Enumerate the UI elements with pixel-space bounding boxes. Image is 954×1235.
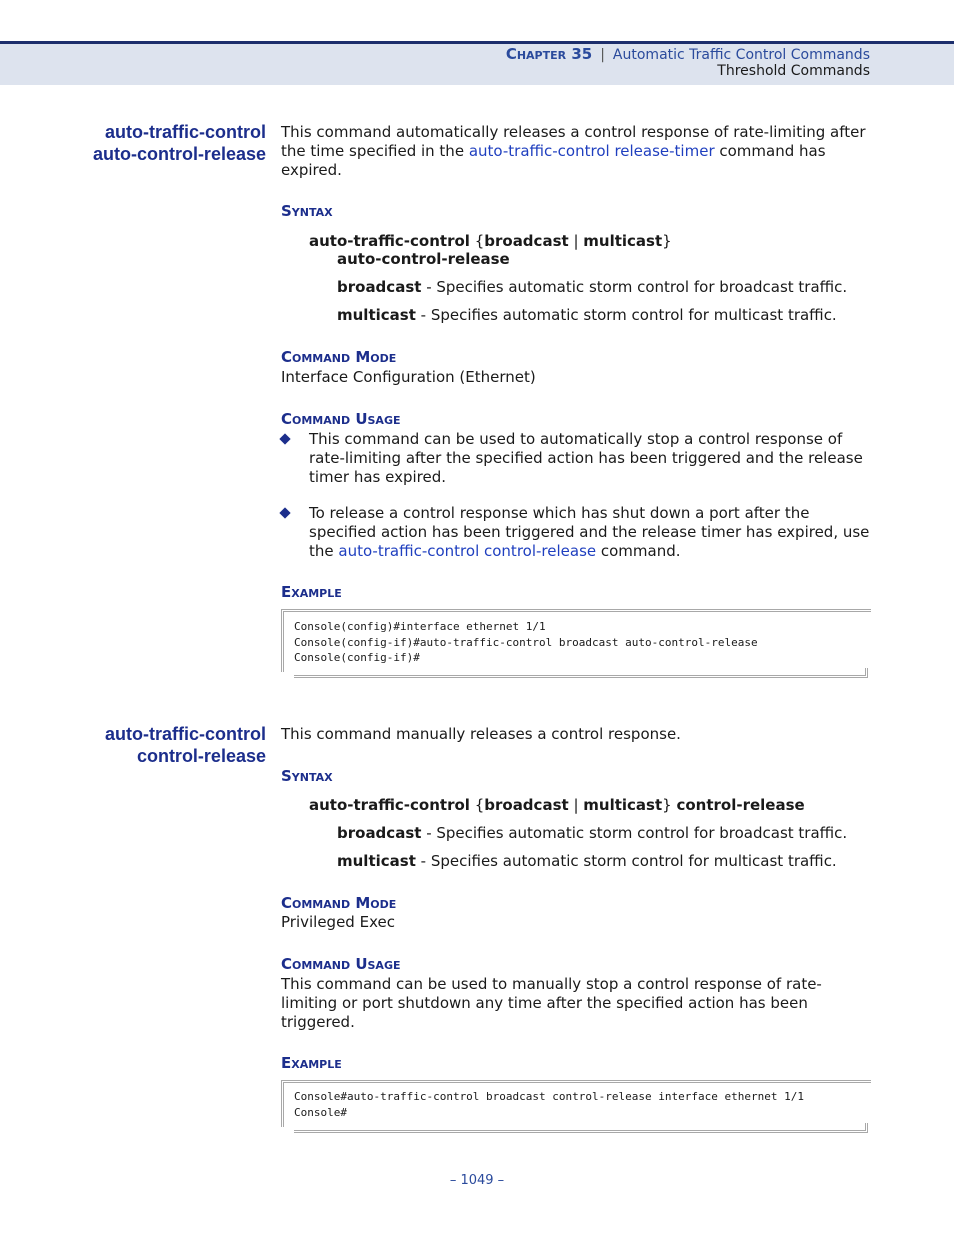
bullet2-text: To release a control response which has shut down a port after the specified action has been triggered and the release timer has expired, use the — [309, 504, 870, 560]
section1-mode-text: Interface Configuration (Ethernet) — [281, 368, 536, 386]
section2-intro: This command manually releases a control response. — [281, 725, 681, 743]
section1-syntax — [309, 232, 672, 250]
syntax-option-multicast: multicast — [583, 232, 663, 250]
syntax-pipe: | — [568, 232, 584, 250]
section1-code-frame-bottom — [294, 668, 868, 678]
running-header-section: Threshold Commands — [717, 63, 870, 79]
param-name: multicast — [337, 306, 416, 324]
header-separator: | — [600, 47, 605, 63]
section1-example-heading: Example — [281, 583, 342, 601]
syntax-option-multicast: multicast — [583, 796, 663, 814]
section1-intro-tail: command has expired. — [281, 142, 826, 179]
section2-example-heading: Example — [281, 1054, 342, 1072]
section2-code-frame-bottom — [294, 1123, 868, 1133]
section2-title-line2: control-release — [136, 746, 266, 766]
param-name: broadcast — [337, 824, 422, 842]
section2-title — [26, 723, 266, 767]
section1-title-line1: auto-traffic-control — [105, 122, 266, 142]
syntax-command-2: auto-control-release — [337, 250, 510, 268]
page-number: – 1049 – — [449, 1173, 505, 1188]
syntax-brace-close: } — [662, 796, 677, 814]
section2-usage-text: This command can be used to manually stop a control response of rate-limiting or port shutdown any time after the specified action has been triggered. — [281, 975, 822, 1031]
diamond-bullet-icon — [281, 509, 291, 519]
section2-param-broadcast — [337, 824, 847, 842]
section2-title-line1: auto-traffic-control — [105, 724, 266, 744]
syntax-brace-open: { — [469, 232, 485, 250]
section2-param-multicast — [337, 852, 837, 870]
param-desc: - Specifies automatic storm control for multicast traffic. — [415, 852, 837, 870]
chapter-label: Chapter 35 — [505, 45, 593, 63]
section1-usage-bullet2 — [309, 504, 874, 561]
section1-param-multicast — [337, 306, 837, 324]
param-desc: - Specifies automatic storm control for broadcast traffic. — [421, 278, 848, 296]
syntax-pipe: | — [568, 796, 584, 814]
section1-intro — [281, 123, 871, 180]
section2-usage-heading: Command Usage — [281, 955, 401, 973]
section1-usage-bullet1: This command can be used to automatically stop a control response of rate-limiting after the specified action has been triggered and the release timer has expired. — [309, 430, 863, 486]
control-release-link[interactable]: auto-traffic-control control-release — [338, 542, 597, 560]
section2-code: Console#auto-traffic-control broadcast control-release interface ethernet 1/1 Console# — [294, 1090, 804, 1119]
section1-usage-heading: Command Usage — [281, 410, 401, 428]
section2-mode-text: Privileged Exec — [281, 913, 395, 931]
running-header-chapter — [506, 45, 870, 63]
param-name: broadcast — [337, 278, 422, 296]
chapter-title: Automatic Traffic Control Commands — [612, 47, 870, 63]
section1-syntax-cont — [337, 250, 510, 268]
syntax-command-2: control-release — [676, 796, 805, 814]
section1-intro-text: This command automatically releases a control response of rate-limiting after the time specified in the — [281, 123, 866, 160]
section2-mode-heading: Command Mode — [281, 894, 397, 912]
section1-code: Console(config)#interface ethernet 1/1 Console(config-if)#auto-traffic-control broadcast auto-control-release Console(config-if)# — [294, 620, 758, 664]
section2-syntax — [309, 796, 805, 814]
param-name: multicast — [337, 852, 416, 870]
diamond-bullet-icon — [281, 435, 291, 445]
section1-syntax-heading: Syntax — [281, 202, 333, 220]
section2-syntax-heading: Syntax — [281, 767, 333, 785]
release-timer-link[interactable]: auto-traffic-control release-timer — [468, 142, 715, 160]
section1-mode-heading: Command Mode — [281, 348, 397, 366]
syntax-brace-open: { — [469, 796, 485, 814]
syntax-command: auto-traffic-control — [309, 796, 470, 814]
section1-title-line2: auto-control-release — [92, 144, 266, 164]
section1-title — [26, 121, 266, 165]
section1-param-broadcast — [337, 278, 847, 296]
syntax-option-broadcast: broadcast — [484, 232, 569, 250]
param-desc: - Specifies automatic storm control for multicast traffic. — [415, 306, 837, 324]
syntax-option-broadcast: broadcast — [484, 796, 569, 814]
bullet2-tail: command. — [596, 542, 681, 560]
param-desc: - Specifies automatic storm control for broadcast traffic. — [421, 824, 848, 842]
syntax-brace-close: } — [662, 232, 672, 250]
syntax-command: auto-traffic-control — [309, 232, 470, 250]
